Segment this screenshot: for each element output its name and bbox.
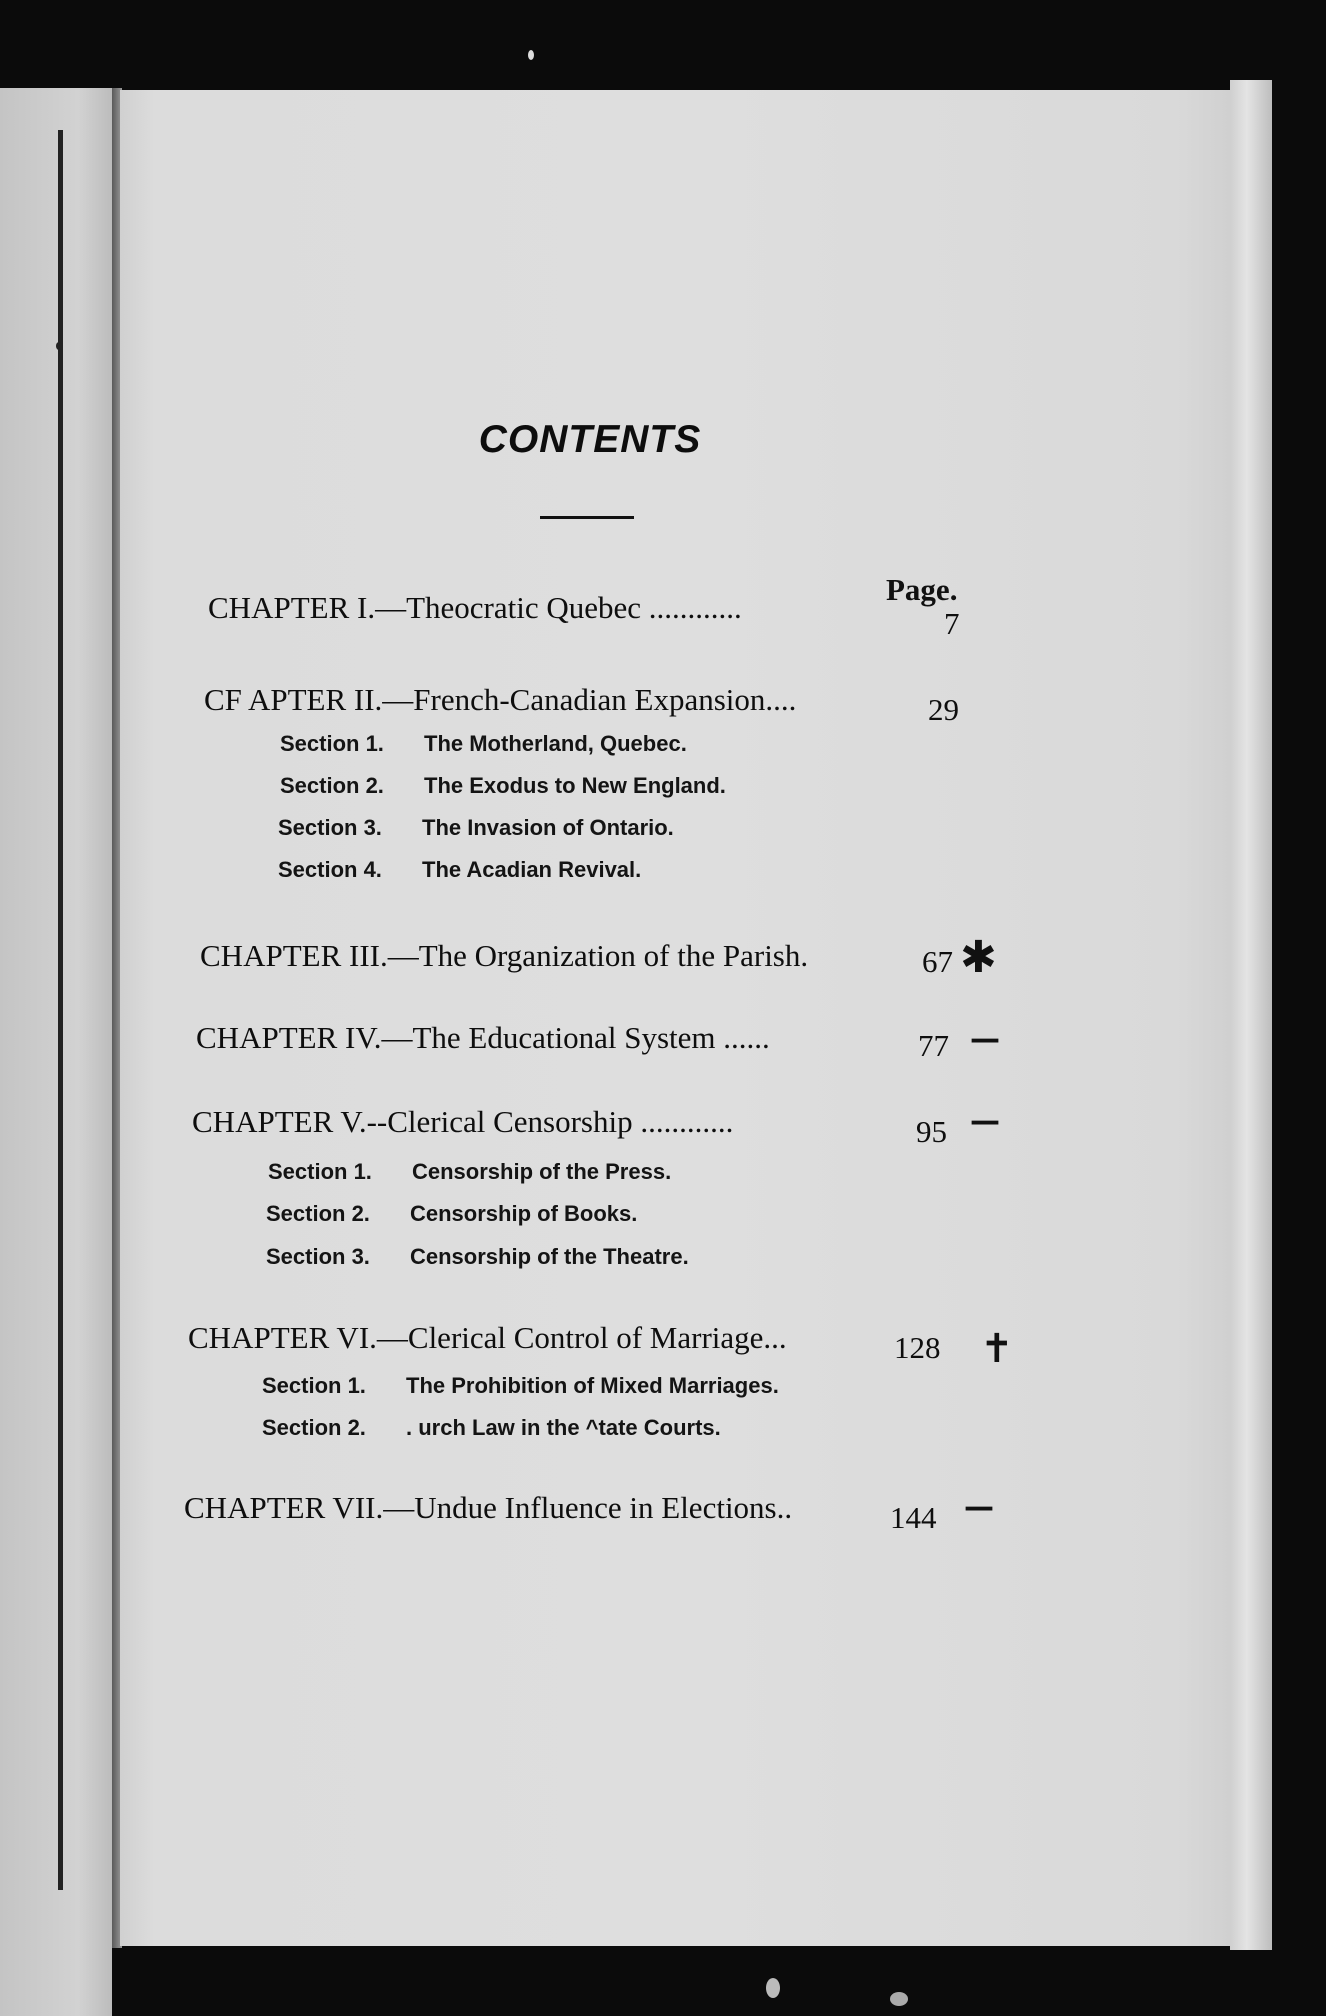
page-number: 77 <box>918 1028 949 1063</box>
section-label: Section 3. <box>278 815 382 840</box>
section-title: Censorship of the Theatre. <box>410 1244 689 1269</box>
chapter-title: CF APTER II.—French-Canadian Expansion.... <box>204 682 797 717</box>
chapter-page-number <box>894 1330 941 1366</box>
chapter-title: CHAPTER IV.—The Educational System ...... <box>196 1020 770 1055</box>
section-title: Censorship of the Press. <box>412 1159 672 1184</box>
cross-mark-icon: ✝ <box>980 1326 1014 1372</box>
dash-mark-icon: — <box>970 1104 1000 1139</box>
section-entry <box>278 857 641 883</box>
page-number: 144 <box>890 1500 937 1535</box>
scan-speck <box>766 1978 780 1998</box>
section-title: . urch Law in the ^tate Courts. <box>406 1415 721 1440</box>
section-label: Section 1. <box>268 1159 372 1184</box>
section-title: The Invasion of Ontario. <box>422 815 674 840</box>
chapter-page-number <box>928 692 959 728</box>
page-column-label: Page. <box>886 572 958 607</box>
gutter-line <box>58 130 63 1890</box>
chapter-title: CHAPTER VII.—Undue Influence in Elections.. <box>184 1490 793 1525</box>
page-edge-right <box>1230 80 1272 1950</box>
chapter-entry <box>188 1320 787 1356</box>
section-entry <box>268 1159 671 1185</box>
chapter-title: CHAPTER V.--Clerical Censorship ............ <box>192 1104 734 1139</box>
chapter-title: CHAPTER III.—The Organization of the Parish. <box>200 938 809 973</box>
chapter-entry <box>184 1490 792 1526</box>
chapter-page-number <box>916 1114 947 1150</box>
chapter-page-number <box>918 1028 949 1064</box>
contents-page <box>120 90 1270 1946</box>
section-entry <box>278 815 674 841</box>
section-label: Section 3. <box>266 1244 370 1269</box>
section-title: The Motherland, Quebec. <box>424 731 687 756</box>
section-title: The Acadian Revival. <box>422 857 642 882</box>
section-entry <box>280 773 726 799</box>
page-number: 7 <box>944 606 960 641</box>
chapter-page-number <box>890 1500 937 1536</box>
section-entry <box>262 1373 779 1399</box>
section-label: Section 1. <box>280 731 384 756</box>
chapter-entry <box>192 1104 733 1140</box>
section-label: Section 2. <box>280 773 384 798</box>
chapter-entry <box>196 1020 770 1056</box>
section-title: The Prohibition of Mixed Marriages. <box>406 1373 779 1398</box>
asterisk-mark-icon: ✱ <box>960 932 997 983</box>
section-label: Section 2. <box>262 1415 366 1440</box>
page-number: 67 <box>922 944 953 979</box>
chapter-page-number <box>944 606 960 642</box>
section-label: Section 1. <box>262 1373 366 1398</box>
chapter-title: CHAPTER VI.—Clerical Control of Marriage... <box>188 1320 787 1355</box>
page-number: 29 <box>928 692 959 727</box>
page-number: 128 <box>894 1330 941 1365</box>
section-title: The Exodus to New England. <box>424 773 726 798</box>
scan-speck <box>890 1992 908 2006</box>
section-entry <box>262 1415 721 1441</box>
dash-mark-icon: — <box>964 1490 994 1525</box>
title-rule <box>540 516 634 519</box>
facing-page-edge <box>0 88 112 2016</box>
section-label: Section 4. <box>278 857 382 882</box>
chapter-entry <box>204 682 796 718</box>
dash-mark-icon: — <box>970 1022 1000 1057</box>
page-title: CONTENTS <box>478 418 702 461</box>
chapter-title: CHAPTER I.—Theocratic Quebec ............ <box>208 590 742 625</box>
scan-speck <box>56 342 62 350</box>
chapter-entry <box>208 590 742 626</box>
scan-speck <box>528 50 534 60</box>
section-label: Section 2. <box>266 1201 370 1226</box>
page-number: 95 <box>916 1114 947 1149</box>
section-entry <box>266 1201 637 1227</box>
section-entry <box>280 731 687 757</box>
section-entry <box>266 1244 689 1270</box>
section-title: Censorship of Books. <box>410 1201 638 1226</box>
chapter-page-number <box>922 944 953 980</box>
chapter-entry <box>200 938 808 974</box>
